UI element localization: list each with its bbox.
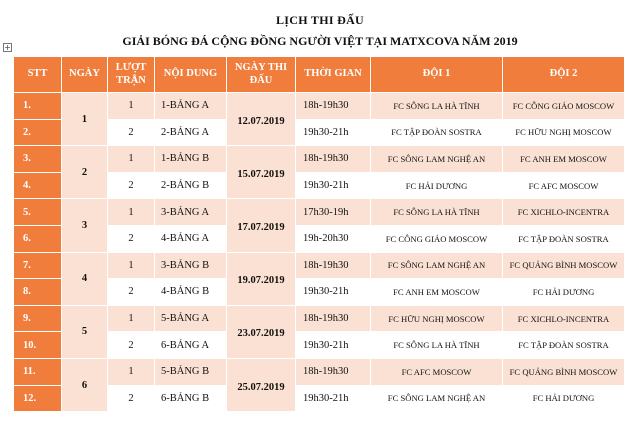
match-cell: 2 [108,119,155,146]
header-row [14,57,625,93]
day-cell: 2 [62,146,108,199]
stt-cell: 12. [14,385,62,412]
time-cell: 18h-19h30 [296,252,371,279]
table-row [14,305,625,332]
header-team2: ĐỘI 2 [503,57,625,93]
day-cell: 5 [62,305,108,358]
team1-cell: FC SÔNG LAM NGHỆ AN [371,146,503,173]
team1-cell: FC TẬP ĐOÀN SOSTRA [371,119,503,146]
content-cell: 2-BẢNG A [155,119,227,146]
time-cell: 19h30-21h [296,172,371,199]
stt-cell: 7. [14,252,62,279]
date-cell: 25.07.2019 [227,358,296,411]
page-title: LỊCH THI ĐẤU [275,13,365,27]
team2-cell: FC QUẢNG BÌNH MOSCOW [503,252,625,279]
content-cell: 1-BẢNG A [155,93,227,120]
team2-cell: FC AFC MOSCOW [503,172,625,199]
content-cell: 2-BẢNG B [155,172,227,199]
day-cell: 1 [62,93,108,146]
time-cell: 18h-19h30 [296,146,371,173]
team2-cell: FC TẬP ĐOÀN SOSTRA [503,332,625,359]
content-cell: 4-BẢNG A [155,225,227,252]
content-cell: 4-BẢNG B [155,279,227,306]
date-cell: 15.07.2019 [227,146,296,199]
stt-cell: 9. [14,305,62,332]
date-cell: 17.07.2019 [227,199,296,252]
schedule-table [13,56,625,412]
match-cell: 1 [108,305,155,332]
header-match: LƯỢT TRẬN [108,57,155,93]
match-cell: 2 [108,385,155,412]
match-cell: 1 [108,358,155,385]
move-cross-icon[interactable]: + [4,43,11,52]
content-cell: 5-BẢNG A [155,305,227,332]
stt-cell: 11. [14,358,62,385]
table-row [14,199,625,226]
header-day: NGÀY [62,57,108,93]
time-cell: 17h30-19h [296,199,371,226]
team1-cell: FC SÔNG LAM NGHỆ AN [371,385,503,412]
team2-cell: FC HỮU NGHỊ MOSCOW [503,119,625,146]
schedule-body [14,93,625,412]
team1-cell: FC SÔNG LA HÀ TĨNH [371,332,503,359]
table-row [14,358,625,385]
team2-cell: FC ANH EM MOSCOW [503,146,625,173]
team2-cell: FC XICHLO-INCENTRA [503,199,625,226]
match-cell: 2 [108,172,155,199]
table-row [14,252,625,279]
stt-cell: 1. [14,93,62,120]
stt-cell: 2. [14,119,62,146]
header-team1: ĐỘI 1 [371,57,503,93]
date-cell: 19.07.2019 [227,252,296,305]
date-cell: 12.07.2019 [227,93,296,146]
team1-cell: FC SÔNG LAM NGHỆ AN [371,252,503,279]
time-cell: 19h30-21h [296,279,371,306]
team2-cell: FC TẬP ĐOÀN SOSTRA [503,225,625,252]
match-cell: 1 [108,199,155,226]
match-cell: 1 [108,146,155,173]
time-cell: 18h-19h30 [296,305,371,332]
time-cell: 19h-20h30 [296,225,371,252]
time-cell: 19h30-21h [296,119,371,146]
content-cell: 6-BẢNG A [155,332,227,359]
time-cell: 19h30-21h [296,385,371,412]
time-cell: 18h-19h30 [296,358,371,385]
team2-cell: FC XICHLO-INCENTRA [503,305,625,332]
header-stt: STT [14,57,62,93]
table-row [14,93,625,120]
day-cell: 6 [62,358,108,411]
header-time: THỜI GIAN [296,57,371,93]
stt-cell: 4. [14,172,62,199]
stt-cell: 10. [14,332,62,359]
content-cell: 5-BẢNG B [155,358,227,385]
team1-cell: FC CÔNG GIÁO MOSCOW [371,225,503,252]
day-cell: 3 [62,199,108,252]
team1-cell: FC ANH EM MOSCOW [371,279,503,306]
content-cell: 3-BẢNG A [155,199,227,226]
content-cell: 3-BẢNG B [155,252,227,279]
team1-cell: FC SÔNG LA HÀ TĨNH [371,199,503,226]
header-content: NỘI DUNG [155,57,227,93]
match-cell: 1 [108,252,155,279]
day-cell: 4 [62,252,108,305]
team2-cell: FC CÔNG GIÁO MOSCOW [503,93,625,120]
match-cell: 1 [108,93,155,120]
time-cell: 19h30-21h [296,332,371,359]
team1-cell: FC SÔNG LA HÀ TĨNH [371,93,503,120]
team2-cell: FC QUẢNG BÌNH MOSCOW [503,358,625,385]
date-cell: 23.07.2019 [227,305,296,358]
time-cell: 18h-19h30 [296,93,371,120]
stt-cell: 3. [14,146,62,173]
match-cell: 2 [108,332,155,359]
team1-cell: FC HẢI DƯƠNG [371,172,503,199]
match-cell: 2 [108,279,155,306]
page-subtitle: GIẢI BÓNG ĐÁ CỘNG ĐỒNG NGƯỜI VIỆT TẠI MATXCOVA NĂM 2019 [122,34,518,48]
stt-cell: 8. [14,279,62,306]
stt-cell: 6. [14,225,62,252]
team1-cell: FC AFC MOSCOW [371,358,503,385]
team2-cell: FC HẢI DƯƠNG [503,279,625,306]
content-cell: 1-BẢNG B [155,146,227,173]
table-row [14,146,625,173]
content-cell: 6-BẢNG B [155,385,227,412]
team2-cell: FC HẢI DƯƠNG [503,385,625,412]
team1-cell: FC HỮU NGHỊ MOSCOW [371,305,503,332]
match-cell: 2 [108,225,155,252]
header-date: NGÀY THI ĐẤU [227,57,296,93]
stt-cell: 5. [14,199,62,226]
